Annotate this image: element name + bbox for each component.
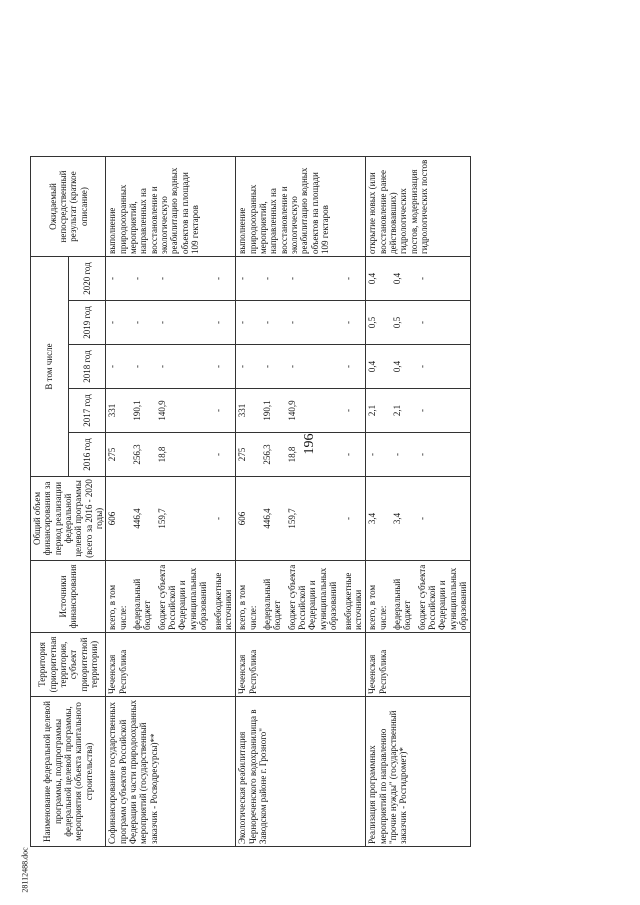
total-value: - [213,517,224,520]
source-text: федеральный бюджет [262,578,283,630]
year-value [366,389,471,433]
territory [236,633,366,697]
sources [106,561,236,633]
source-text: федеральный бюджет [132,578,153,630]
year-cell: - [107,365,118,368]
year-cell: - [213,409,224,412]
year-cell: 190,1 [262,400,273,421]
year-cell: - [213,453,224,456]
year-cell: 0,4 [392,360,403,373]
expected-result [106,157,236,257]
header-year: 2016 год [68,433,106,477]
source-text: бюджет субъекта Российской Федерации и муниципальных образований [416,564,469,630]
territory [366,633,471,697]
measure-name [106,697,236,847]
table-row [366,157,471,847]
expected-result-text: выполнение природоохранных мероприятий, направленных на восстановление и экологическую реабилитацию водных объектов на площади 109 гектаров [237,167,331,254]
source-text: бюджет субъекта Российской Федерации и муниципальных образований [156,564,209,630]
year-cell: - [157,277,168,280]
year-cell: - [343,453,354,456]
year-cell: 256,3 [262,444,273,465]
year-cell: - [343,365,354,368]
expected-result [366,157,471,257]
territory-text: Чеченская Республика [107,649,128,694]
year-cell: 140,9 [287,400,298,421]
header-year: 2019 год [68,301,106,345]
expected-result [236,157,366,257]
territory-text: Чеченская Республика [367,649,388,694]
year-value [236,433,366,477]
measure-name [236,697,366,847]
year-value [106,257,236,301]
year-cell: - [367,453,378,456]
year-cell: 0,4 [367,272,378,285]
year-cell: - [237,321,248,324]
year-cell: - [213,277,224,280]
year-cell: - [417,321,428,324]
source-text: всего, в том числе: [237,584,258,630]
sources [366,561,471,633]
table-row [236,157,366,847]
year-cell: - [417,365,428,368]
year-cell: - [107,277,118,280]
year-cell: - [343,409,354,412]
year-cell: - [287,277,298,280]
year-cell: 140,9 [157,400,168,421]
total-value: - [343,517,354,520]
page-number-text: 196 [302,433,317,455]
year-cell: 256,3 [132,444,143,465]
measure-name-text: Софинансирование государственных программ субъектов Российской Федерации в части природоохранных мероприятий (государственный заказчик - Росводресурсы)** [107,699,159,844]
total-value: 446,4 [132,508,143,529]
total [366,477,471,561]
total [106,477,236,561]
total [236,477,366,561]
year-cell: 2,1 [367,404,378,417]
total-value: 159,7 [157,508,168,529]
expected-result-text: выполнение природоохранных мероприятий, направленных на восстановление и экологическую реабилитацию водных объектов на площади 109 гектаров [107,167,201,254]
total-value: 606 [107,511,118,526]
header-sources: Источники финансирования [31,561,106,633]
year-cell: - [213,321,224,324]
header-including: В том числе [31,257,69,477]
year-cell: - [132,277,143,280]
year-cell: - [392,453,403,456]
source-text: внебюджетные источники [212,572,233,630]
year-cell: 190,1 [132,400,143,421]
sources [236,561,366,633]
header-result: Ожидаемый непосредственный результат (краткое описание) [31,157,106,257]
measure-name [366,697,471,847]
year-cell: 18,8 [287,446,298,463]
year-value [366,301,471,345]
year-cell: - [343,277,354,280]
total-value: 3,4 [367,512,378,525]
year-value [106,389,236,433]
year-value [366,345,471,389]
source-text: бюджет субъекта Российской Федерации и муниципальных образований [286,564,339,630]
measure-name-text: Реализация программных мероприятий по направлению "прочие нужды" (государственный заказчик - Росгидромет)* [367,710,409,844]
year-cell: 0,4 [367,360,378,373]
year-cell: - [237,365,248,368]
header-territory: Территория (приоритетная территория, субъект приоритетной территории) [31,633,106,697]
source-text: всего, в том числе: [107,584,128,630]
source-text: федеральный бюджет [392,578,413,630]
total-value: 3,4 [392,512,403,525]
year-cell: 0,5 [367,316,378,329]
year-cell: - [107,321,118,324]
year-cell: - [417,277,428,280]
year-cell: - [157,365,168,368]
rotated-page [30,57,620,847]
year-value [366,433,471,477]
doc-id-text: 28112488.doc [20,847,30,893]
year-cell: 2,1 [392,404,403,417]
total-value: 446,4 [262,508,273,529]
total-value: 606 [237,511,248,526]
total-value: - [417,517,428,520]
header-year: 2020 год [68,257,106,301]
year-cell: 331 [237,403,248,418]
source-text: внебюджетные источники [342,572,363,630]
year-cell: - [287,365,298,368]
header-total: Общий объем финансирования за период реализации федеральной целевой программы (всего за 2016 - 2020 годы) [31,477,106,561]
year-value [236,257,366,301]
header-year: 2018 год [68,345,106,389]
year-cell: - [343,321,354,324]
total-value: 159,7 [287,508,298,529]
year-cell: - [132,321,143,324]
year-cell: - [262,321,273,324]
year-cell: 275 [237,447,248,462]
year-cell: - [157,321,168,324]
year-value [236,389,366,433]
table-body [106,157,471,847]
year-cell: - [132,365,143,368]
expected-result-text: открытие новых (или восстановление ранее действовавших) гидрологических постов, модернизация гидрологических постов [367,159,430,254]
territory [106,633,236,697]
year-cell: 0,5 [392,316,403,329]
year-value [106,345,236,389]
year-cell: - [287,321,298,324]
source-text: всего, в том числе: [367,584,388,630]
year-value [106,433,236,477]
year-cell: - [213,365,224,368]
year-value [236,345,366,389]
year-cell: - [262,277,273,280]
header-name: Наименование федеральной целевой программы, подпрограммы федеральной целевой программы, мероприятия (объекта капитального строительства) [31,697,106,847]
year-cell: - [417,453,428,456]
year-value [366,257,471,301]
financing-table [30,156,471,847]
measure-name-text: Экологическая реабилитация Чернореченского водохранилища в Заводском районе г. Грозного" [237,709,269,844]
year-cell: - [262,365,273,368]
year-cell: - [417,409,428,412]
year-cell: - [237,277,248,280]
header-row-1 [31,157,69,847]
year-cell: 0,4 [392,272,403,285]
header-year: 2017 год [68,389,106,433]
year-value [106,301,236,345]
year-cell: 18,8 [157,446,168,463]
table-row [106,157,236,847]
year-cell: 331 [107,403,118,418]
year-cell: 275 [107,447,118,462]
year-value [236,301,366,345]
territory-text: Чеченская Республика [237,649,258,694]
